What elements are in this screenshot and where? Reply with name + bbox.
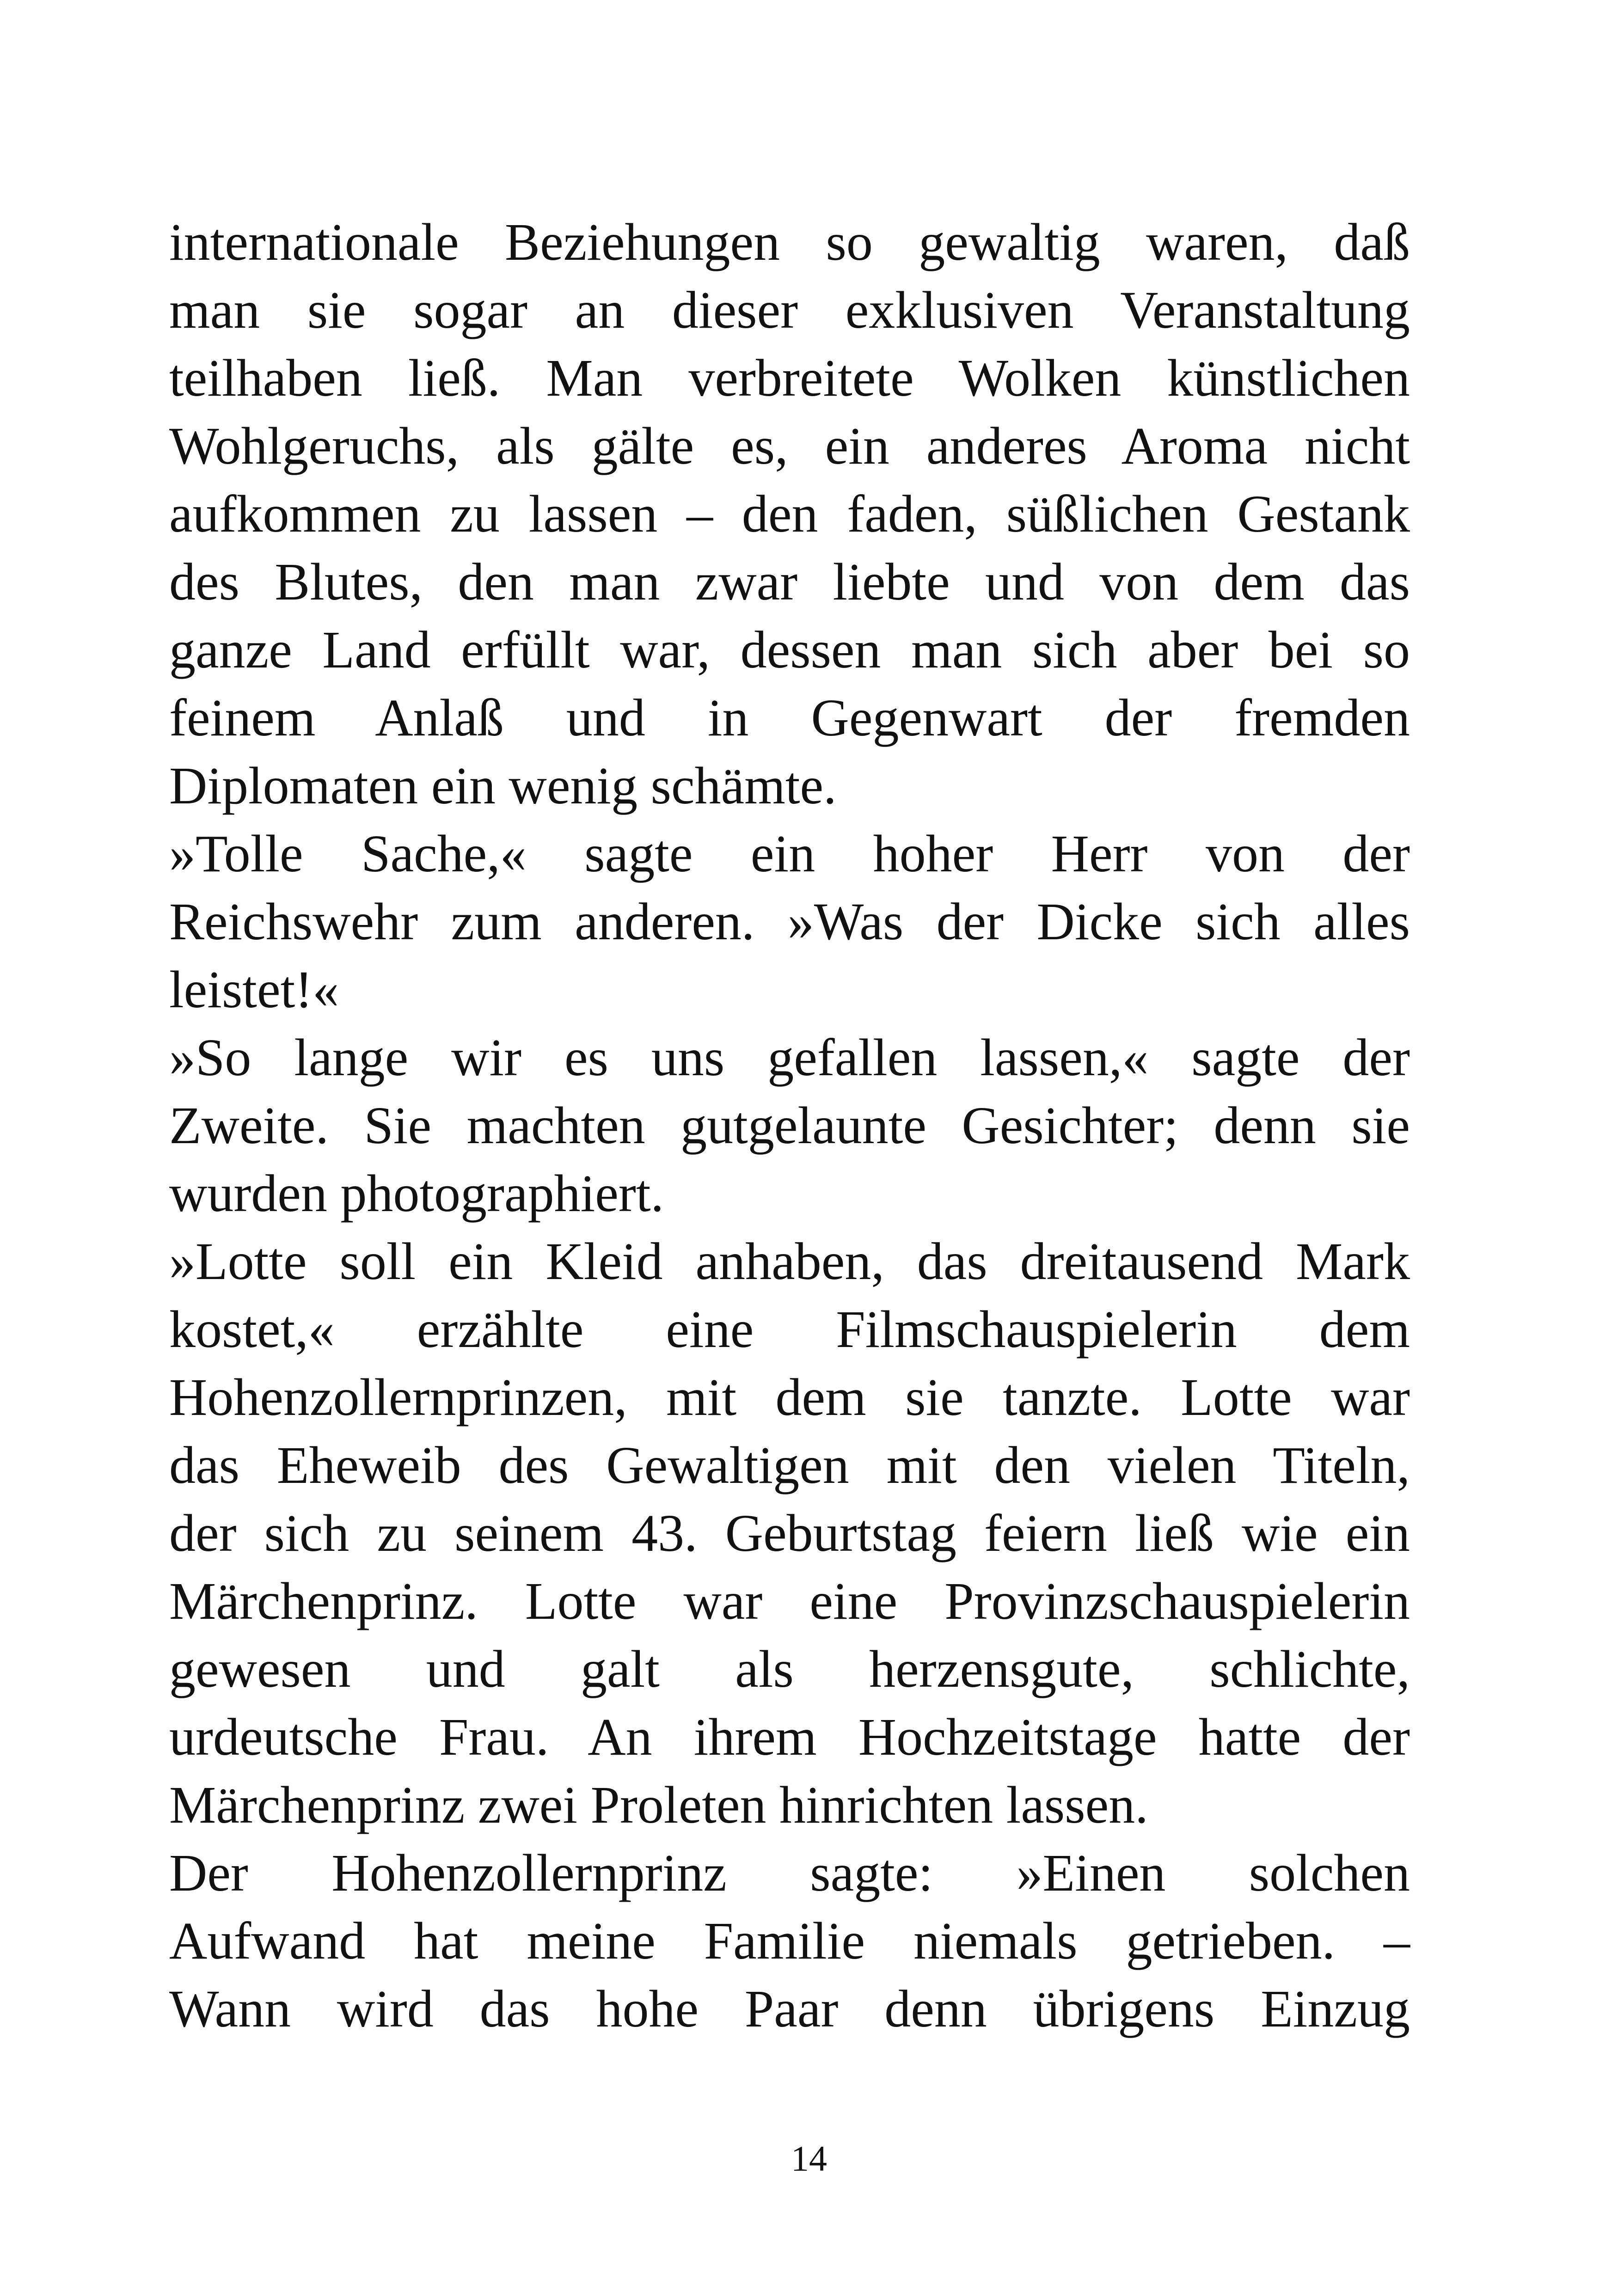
text-line: aufkommen zu lassen – den faden, süßlichen Gestank bbox=[169, 484, 1410, 543]
text-line: Märchenprinz zwei Proleten hinrichten lassen. bbox=[169, 1776, 1148, 1834]
text-line: Zweite. Sie machten gutgelaunte Gesichter; denn sie bbox=[169, 1096, 1410, 1155]
text-line: internationale Beziehungen so gewaltig waren, daß bbox=[169, 213, 1410, 271]
text-line: feinem Anlaß und in Gegenwart der fremden bbox=[169, 688, 1410, 747]
text-line: Aufwand hat meine Familie niemals getrieben. – bbox=[169, 1911, 1410, 1970]
text-line: Märchenprinz. Lotte war eine Provinzschauspielerin bbox=[169, 1572, 1410, 1630]
text-line: das Eheweib des Gewaltigen mit den vielen Titeln, bbox=[169, 1436, 1410, 1494]
text-line: Wohlgeruchs, als gälte es, ein anderes Aroma nicht bbox=[169, 416, 1410, 475]
text-line: des Blutes, den man zwar liebte und von dem das bbox=[169, 552, 1410, 611]
text-line: ganze Land erfüllt war, dessen man sich aber bei so bbox=[169, 620, 1410, 679]
text-line: Reichswehr zum anderen. »Was der Dicke sich alles bbox=[169, 892, 1410, 951]
text-line: urdeutsche Frau. An ihrem Hochzeitstage hatte der bbox=[169, 1708, 1410, 1766]
text-line: Der Hohenzollernprinz sagte: »Einen solchen bbox=[169, 1843, 1410, 1902]
text-line: Diplomaten ein wenig schämte. bbox=[169, 756, 837, 815]
text-line: kostet,« erzählte eine Filmschauspielerin dem bbox=[169, 1300, 1410, 1359]
text-line: leistet!« bbox=[169, 960, 339, 1019]
text-line: der sich zu seinem 43. Geburtstag feiern ließ wie ein bbox=[169, 1504, 1410, 1562]
text-line: wurden photographiert. bbox=[169, 1164, 664, 1223]
text-line: man sie sogar an dieser exklusiven Veranstaltung bbox=[169, 281, 1410, 339]
text-line: teilhaben ließ. Man verbreitete Wolken künstlichen bbox=[169, 349, 1410, 407]
body-text bbox=[169, 208, 1410, 2043]
page-number: 14 bbox=[791, 2138, 827, 2179]
text-line: gewesen und galt als herzensgute, schlichte, bbox=[169, 1640, 1410, 1698]
text-line: Wann wird das hohe Paar denn übrigens Einzug bbox=[169, 1979, 1410, 2038]
text-line: »So lange wir es uns gefallen lassen,« sagte der bbox=[169, 1028, 1410, 1087]
text-line: »Lotte soll ein Kleid anhaben, das dreitausend Mark bbox=[169, 1232, 1410, 1291]
text-line: »Tolle Sache,« sagte ein hoher Herr von der bbox=[169, 824, 1410, 883]
text-line: Hohenzollernprinzen, mit dem sie tanzte. Lotte war bbox=[169, 1368, 1410, 1427]
